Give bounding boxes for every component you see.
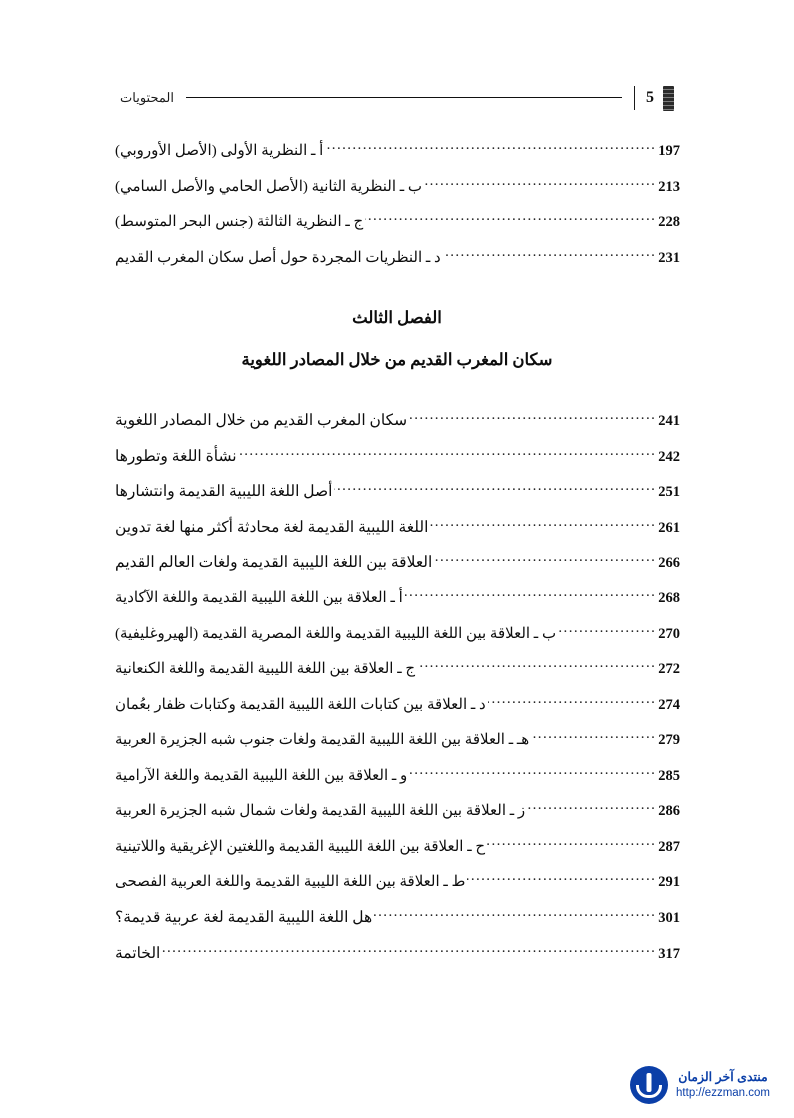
watermark-site-name: منتدى آخر الزمان [678,1070,768,1084]
table-of-contents [110,140,684,978]
toc-entry-title: هـ ـ العلاقة بين اللغة الليبية القديمة ولغات جنوب شبه الجزيرة العربية [115,732,530,748]
toc-entry-page: 213 [658,178,680,195]
toc-leader-dots [424,176,656,191]
toc-entry[interactable] [110,176,684,195]
toc-entry-title: العلاقة بين اللغة الليبية القديمة ولغات العالم القديم [115,554,433,571]
toc-entry-page: 268 [658,590,680,606]
toc-entry[interactable] [110,942,684,961]
toc-leader-dots [417,658,656,673]
chapter-title: سكان المغرب القديم من خلال المصادر اللغوية [241,349,553,369]
toc-leader-dots [531,729,656,744]
toc-entry[interactable] [110,907,684,926]
header-rule [186,97,622,98]
header-divider [634,86,635,110]
toc-entry-page: 266 [658,555,680,571]
toc-leader-dots [430,516,656,532]
toc-leader-dots [434,552,656,568]
toc-entry-title: ط ـ العلاقة بين اللغة الليبية القديمة واللغة العربية الفصحى [115,874,466,890]
toc-entry[interactable] [110,445,684,464]
toc-entry-page: 285 [658,767,680,784]
toc-entry[interactable] [110,729,684,748]
toc-entry[interactable] [110,694,684,713]
toc-entry[interactable] [110,658,684,677]
toc-leader-dots [334,481,656,497]
toc-leader-dots [239,445,657,461]
toc-entry-title: أصل اللغة الليبية القديمة وانتشارها [115,483,333,500]
toc-entry-title: أ ـ العلاقة بين اللغة الليبية القديمة واللغة الآكادية [115,590,403,606]
chapter-label: الفصل الثالث [352,307,442,327]
toc-entry[interactable] [110,140,684,159]
toc-leader-dots [325,140,656,155]
toc-entry-title: د ـ العلاقة بين كتابات اللغة الليبية القديمة وكتابات ظفار بعُمان [115,696,486,713]
toc-entry[interactable] [110,211,684,230]
toc-entry-title: سكان المغرب القديم من خلال المصادر اللغوية [115,412,408,429]
toc-leader-dots [162,942,656,958]
toc-leader-dots [443,247,657,262]
toc-entry-page: 261 [658,519,680,536]
toc-entry-title: ج ـ النظرية الثالثة (جنس البحر المتوسط) [115,214,364,230]
toc-entry[interactable] [110,623,684,642]
toc-leader-dots [487,836,656,851]
toc-leader-dots [488,694,657,709]
watermark-text [676,1070,770,1100]
toc-entry[interactable] [110,800,684,819]
toc-entry[interactable] [110,516,684,535]
toc-leader-dots [527,800,656,815]
toc-entry[interactable] [110,481,684,500]
toc-leader-dots [409,765,656,780]
toc-entry-title: و ـ العلاقة بين اللغة الليبية القديمة واللغة الآرامية [115,767,408,784]
toc-entry[interactable] [110,247,684,266]
toc-entry-title: ب ـ العلاقة بين اللغة الليبية القديمة واللغة المصرية القديمة (الهيروغليفية) [115,625,557,642]
toc-entry-title: ز ـ العلاقة بين اللغة الليبية القديمة ولغات شمال شبه الجزيرة العربية [115,803,526,819]
toc-entry-page: 279 [658,732,680,748]
toc-entry-page: 274 [658,696,680,713]
toc-entry-page: 286 [658,803,680,819]
toc-entry[interactable] [110,765,684,784]
page-header [120,82,674,114]
toc-entry-page: 228 [658,214,680,230]
toc-entry[interactable] [110,410,684,429]
toc-entry-title: نشأة اللغة وتطورها [115,447,237,465]
toc-entry-title: اللغة الليبية القديمة لغة محادثة أكثر منها لغة تدوين [115,518,429,536]
toc-entry-page: 231 [658,249,680,266]
toc-entry-title: الخاتمة [115,944,161,962]
toc-leader-dots [374,907,656,923]
header-running-title: المحتويات [120,90,174,105]
toc-entry-page: 287 [658,838,680,855]
watermark-group[interactable] [630,1066,770,1104]
watermark-url[interactable]: http://ezzman.com [676,1086,770,1099]
footer-watermark [0,1054,794,1110]
toc-entry-page: 197 [658,143,680,159]
toc-leader-dots [405,587,656,602]
toc-entry-page: 317 [658,945,680,962]
toc-entry[interactable] [110,587,684,606]
toc-entry-title: أ ـ النظرية الأولى (الأصل الأوروبي) [115,143,324,159]
toc-entry-title: ب ـ النظرية الثانية (الأصل الحامي والأصل السامي) [115,178,423,195]
toc-entry-title: هل اللغة الليبية القديمة لغة عربية قديمة؟ [115,909,373,926]
toc-entry-title: د ـ النظريات المجردة حول أصل سكان المغرب القديم [115,249,441,266]
header-page-number: 5 [646,89,654,106]
toc-entry-page: 251 [658,484,680,500]
header-ornament-icon [663,86,674,111]
toc-entry-title: ج ـ العلاقة بين اللغة الليبية القديمة واللغة الكنعانية [115,661,416,677]
toc-entry-page: 241 [658,413,680,429]
toc-entry-page: 291 [658,874,680,890]
toc-entry-title: ح ـ العلاقة بين اللغة الليبية القديمة واللغتين الإغريقية واللاتينية [115,838,486,855]
toc-leader-dots [365,211,656,226]
toc-entry[interactable] [110,552,684,571]
toc-entry[interactable] [110,836,684,855]
toc-leader-dots [409,410,656,426]
chapter-heading-block [110,308,684,370]
toc-entry-page: 242 [658,448,680,465]
toc-entry-page: 301 [658,910,680,926]
toc-leader-dots [467,871,656,886]
toc-entry-page: 270 [658,625,680,642]
toc-entry-page: 272 [658,661,680,677]
toc-entry[interactable] [110,871,684,890]
fountain-pen-circle-icon [630,1066,668,1104]
toc-leader-dots [558,623,656,638]
